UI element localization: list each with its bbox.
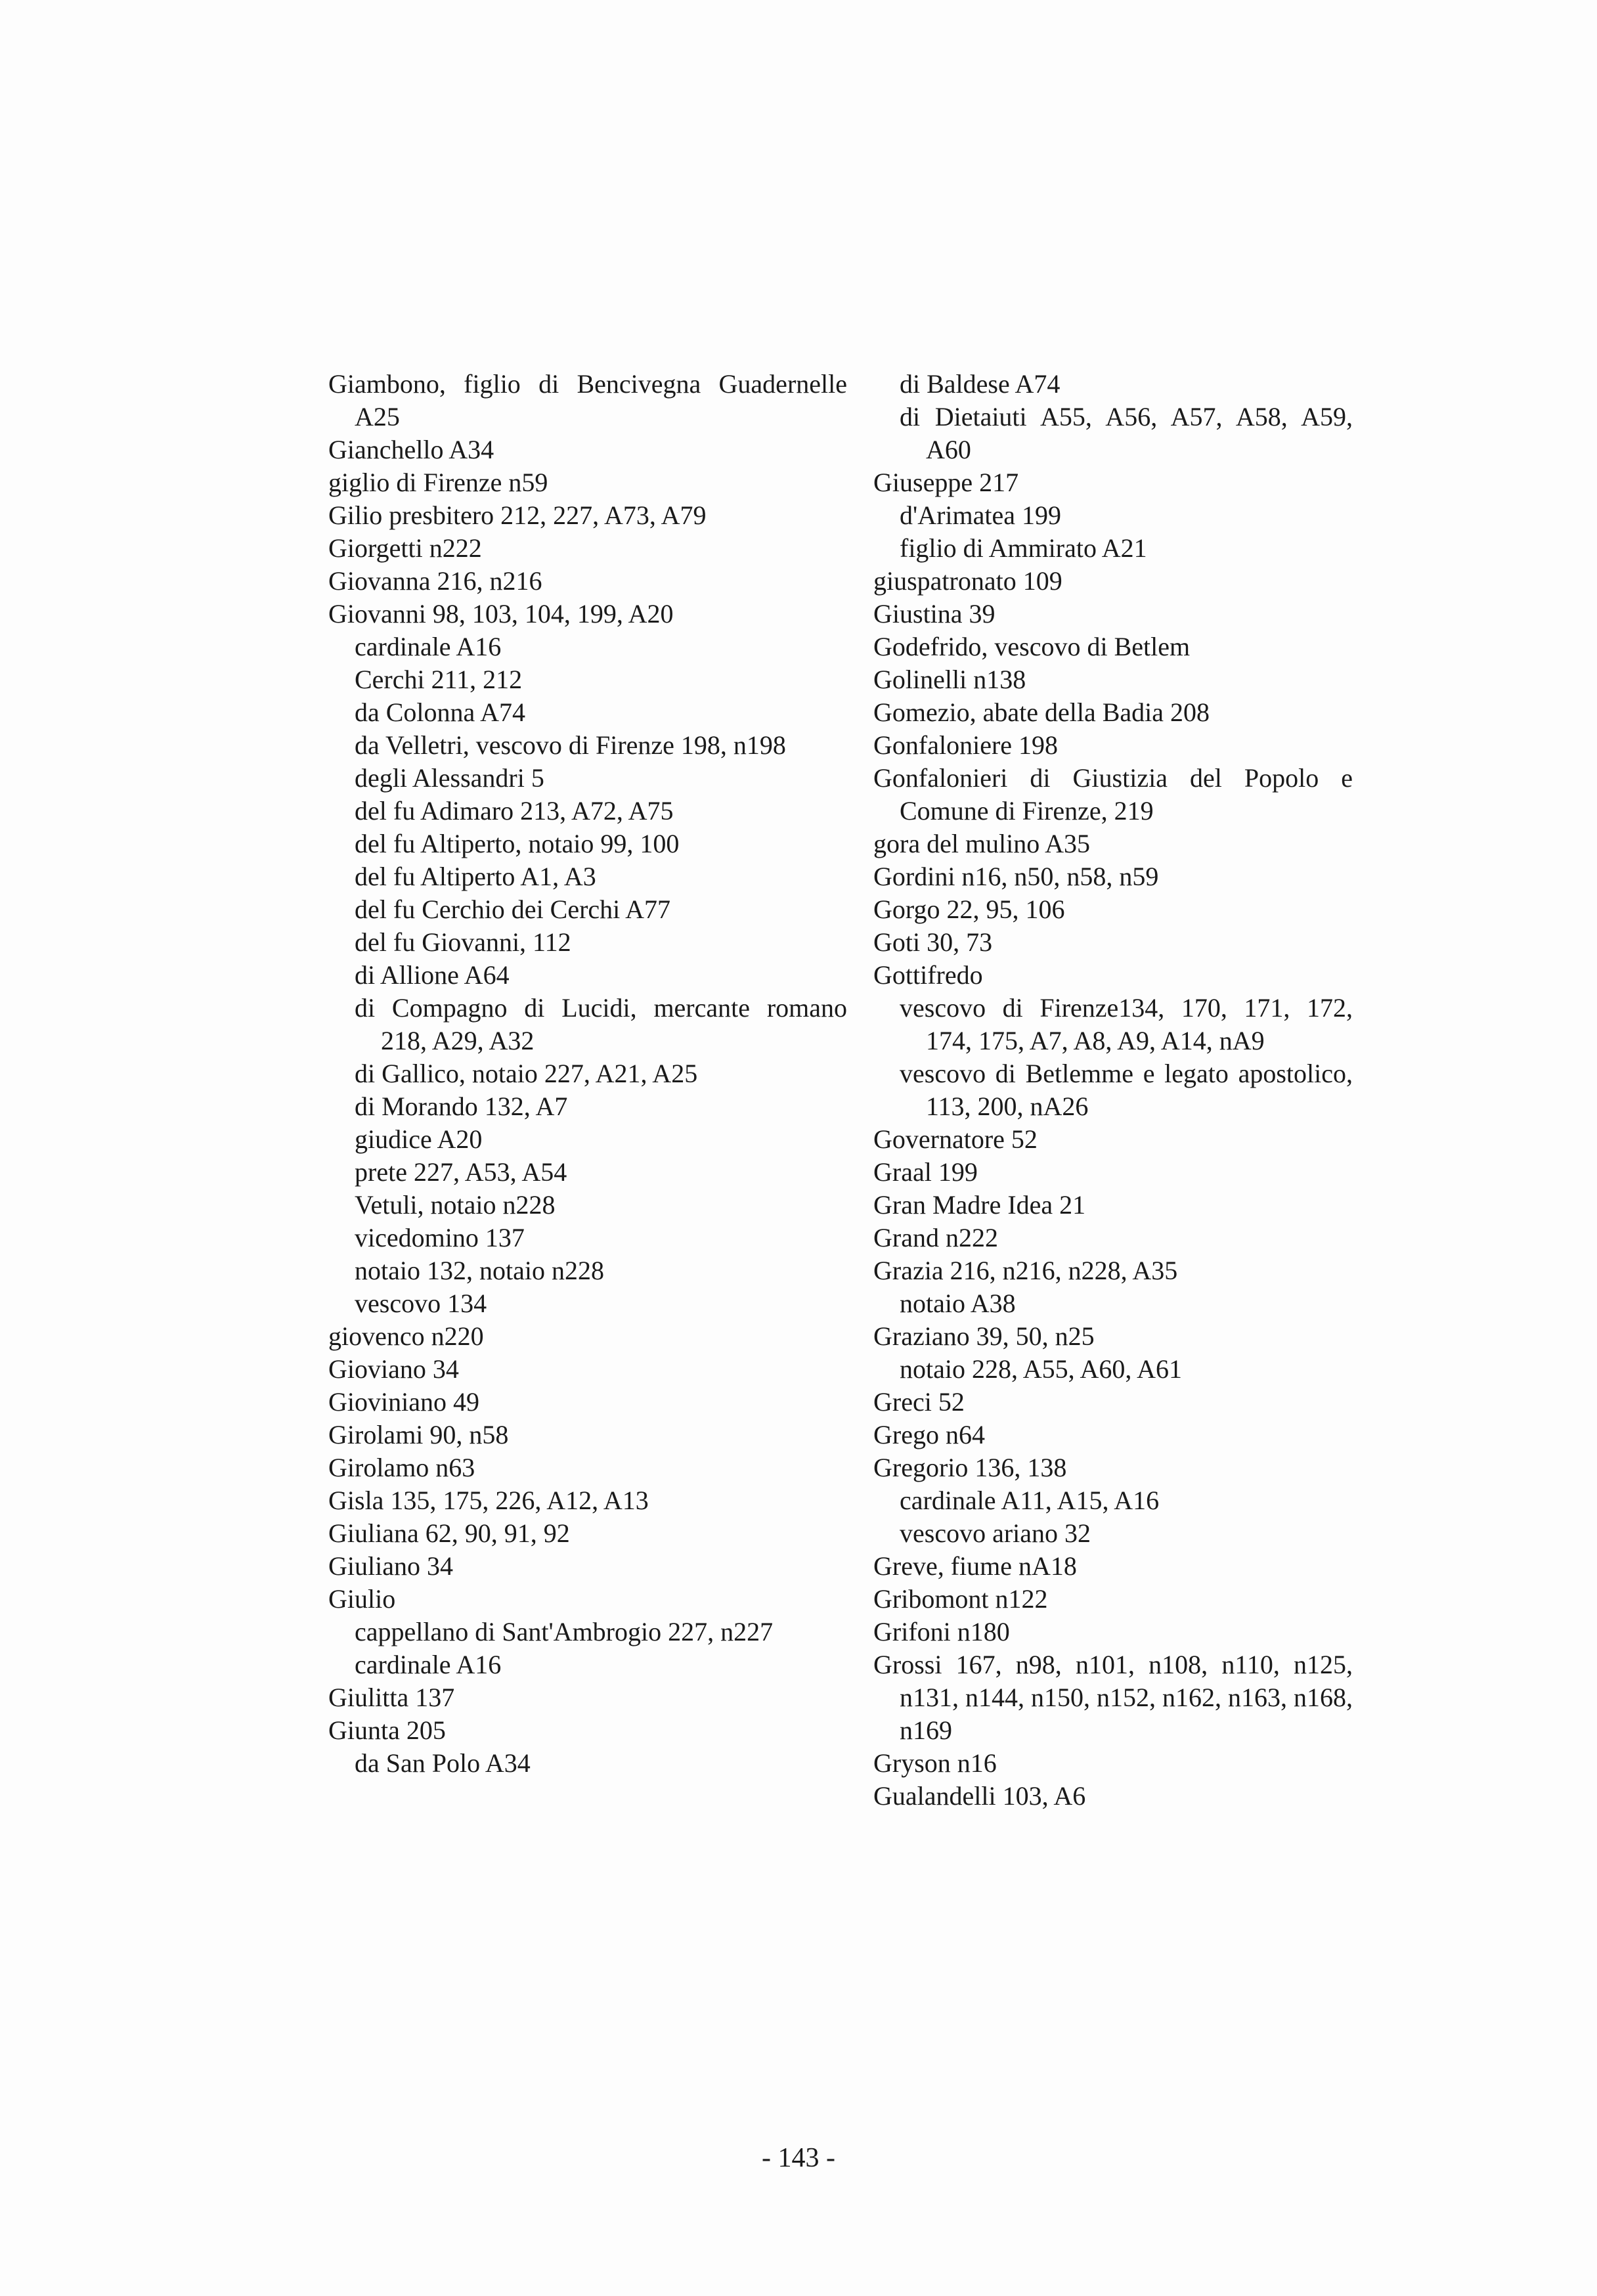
index-entry: Goti 30, 73 — [873, 927, 993, 957]
index-subentry: notaio 132, notaio n228 — [355, 1256, 604, 1285]
index-entry: Graal 199 — [873, 1157, 978, 1187]
index-entry: Giustina 39 — [873, 599, 995, 629]
index-entry: Giorgetti n222 — [328, 533, 482, 563]
index-subentry: del fu Cerchio dei Cerchi A77 — [355, 894, 670, 924]
index-entry: Gilio presbitero 212, 227, A73, A79 — [328, 500, 707, 530]
index-subentry: di Dietaiuti A55, A56, A57, A58, A59, A60 — [900, 402, 1353, 464]
index-entry: Girolami 90, n58 — [328, 1420, 509, 1449]
index-subentry: giudice A20 — [355, 1124, 483, 1154]
index-entry: Gryson n16 — [873, 1748, 997, 1778]
index-entry: Godefrido, vescovo di Betlem — [873, 632, 1191, 661]
index-entry: Grego n64 — [873, 1420, 985, 1449]
index-entry: Gregorio 136, 138 — [873, 1453, 1067, 1482]
index-subentry: figlio di Ammirato A21 — [900, 533, 1147, 563]
index-subentry: di Allione A64 — [355, 960, 510, 990]
index-subentry: cardinale A11, A15, A16 — [900, 1486, 1160, 1515]
index-entry: Giovanna 216, n216 — [328, 566, 542, 596]
index-subentry: d'Arimatea 199 — [900, 500, 1062, 530]
index-entry: giuspatronato 109 — [873, 566, 1062, 596]
index-subentry: di Morando 132, A7 — [355, 1092, 568, 1121]
index-entry: Golinelli n138 — [873, 665, 1026, 694]
index-subentry: da San Polo A34 — [355, 1748, 531, 1778]
index-subentry: vescovo 134 — [355, 1289, 487, 1318]
index-entry: Girolamo n63 — [328, 1453, 475, 1482]
index-subentry: del fu Altiperto, notaio 99, 100 — [355, 829, 680, 858]
index-subentry: di Compagno di Lucidi, mercante romano 218, A29, A32 — [355, 993, 847, 1055]
index-subentry: notaio 228, A55, A60, A61 — [900, 1354, 1183, 1384]
index-column-left — [328, 368, 847, 1780]
index-entry: Giulitta 137 — [328, 1683, 455, 1712]
index-entry: Grand n222 — [873, 1223, 998, 1252]
index-entry: Grifoni n180 — [873, 1617, 1010, 1646]
index-entry: Gonfalonieri di Giustizia del Popolo e Comune di Firenze, 219 — [873, 763, 1353, 826]
index-entry: Gordini n16, n50, n58, n59 — [873, 862, 1159, 891]
index-entry: Gottifredo — [873, 960, 983, 990]
index-subentry: Cerchi 211, 212 — [355, 665, 523, 694]
index-entry: Gonfaloniere 198 — [873, 730, 1059, 760]
index-entry: Greve, fiume nA18 — [873, 1551, 1077, 1581]
index-entry: Gribomont n122 — [873, 1584, 1048, 1614]
index-entry: Gioviniano 49 — [328, 1387, 479, 1417]
index-subentry: Vetuli, notaio n228 — [355, 1190, 556, 1220]
index-subentry: vescovo di Betlemme e legato apostolico, 113, 200, nA26 — [900, 1059, 1353, 1121]
index-entry: Gorgo 22, 95, 106 — [873, 894, 1065, 924]
index-entry: gora del mulino A35 — [873, 829, 1090, 858]
index-subentry: di Gallico, notaio 227, A21, A25 — [355, 1059, 698, 1088]
index-entry: Gianchello A34 — [328, 435, 494, 464]
index-entry: Giuliana 62, 90, 91, 92 — [328, 1518, 570, 1548]
index-entry: Gualandelli 103, A6 — [873, 1781, 1086, 1811]
index-entry: Gran Madre Idea 21 — [873, 1190, 1086, 1220]
index-subentry: del fu Giovanni, 112 — [355, 927, 571, 957]
index-subentry: di Baldese A74 — [900, 369, 1061, 399]
index-entry: Giunta 205 — [328, 1715, 446, 1745]
index-entry: Gioviano 34 — [328, 1354, 459, 1384]
index-entry: Giuseppe 217 — [873, 468, 1019, 497]
index-entry: Giovanni 98, 103, 104, 199, A20 — [328, 599, 674, 629]
index-entry: Graziano 39, 50, n25 — [873, 1321, 1095, 1351]
index-subentry: degli Alessandri 5 — [355, 763, 544, 793]
index-subentry: cardinale A16 — [355, 1650, 502, 1679]
index-subentry: cappellano di Sant'Ambrogio 227, n227 — [355, 1617, 774, 1646]
page-number: - 143 - — [762, 2143, 835, 2173]
index-subentry: prete 227, A53, A54 — [355, 1157, 567, 1187]
index-column-right — [873, 368, 1353, 1813]
index-entry: giovenco n220 — [328, 1321, 484, 1351]
index-entry: Giambono, figlio di Bencivegna Guadernelle A25 — [328, 369, 847, 431]
index-entry: Grossi 167, n98, n101, n108, n110, n125, n131, n144, n150, n152, n162, n163, n168, n169 — [873, 1650, 1353, 1745]
index-subentry: vicedomino 137 — [355, 1223, 525, 1252]
index-subentry: cardinale A16 — [355, 632, 502, 661]
index-subentry: del fu Altiperto A1, A3 — [355, 862, 596, 891]
index-subentry: vescovo ariano 32 — [900, 1518, 1091, 1548]
index-entry: Giulio — [328, 1584, 396, 1614]
index-entry: Giuliano 34 — [328, 1551, 453, 1581]
index-entry: Gisla 135, 175, 226, A12, A13 — [328, 1486, 649, 1515]
index-entry: giglio di Firenze n59 — [328, 468, 548, 497]
index-entry: Governatore 52 — [873, 1124, 1038, 1154]
index-entry: Greci 52 — [873, 1387, 965, 1417]
index-subentry: da Velletri, vescovo di Firenze 198, n198 — [355, 730, 786, 760]
index-subentry: del fu Adimaro 213, A72, A75 — [355, 796, 674, 826]
index-entry: Grazia 216, n216, n228, A35 — [873, 1256, 1178, 1285]
index-subentry: notaio A38 — [900, 1289, 1016, 1318]
index-entry: Gomezio, abate della Badia 208 — [873, 697, 1210, 727]
index-subentry: vescovo di Firenze134, 170, 171, 172, 174, 175, A7, A8, A9, A14, nA9 — [900, 993, 1353, 1055]
index-subentry: da Colonna A74 — [355, 697, 525, 727]
